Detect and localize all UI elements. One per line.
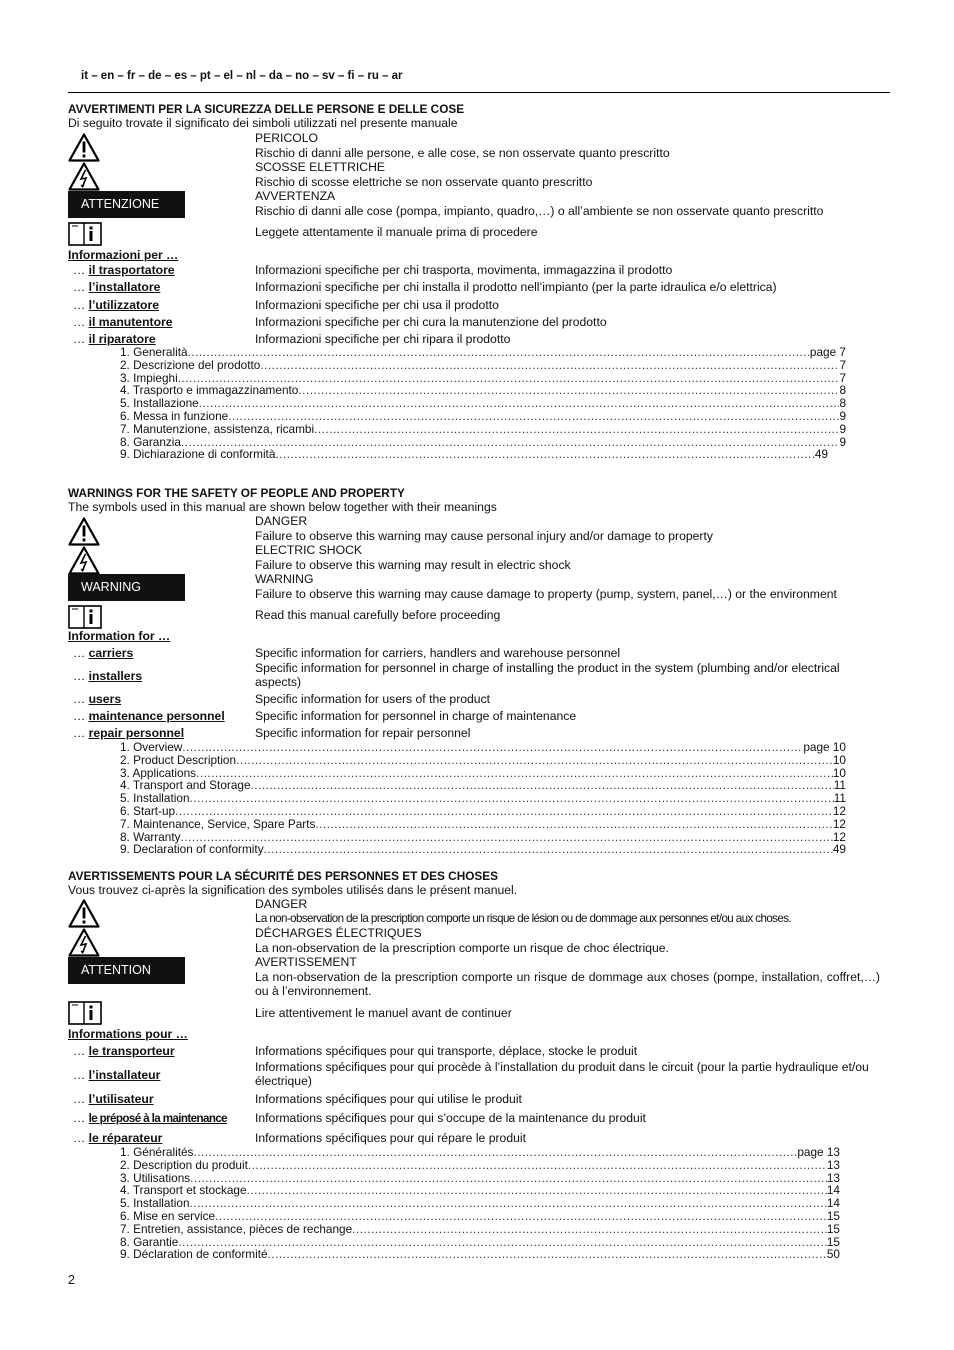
shock-text: La non-observation de la prescription comporte un risque de choc électrique.: [255, 940, 669, 955]
table-of-contents: [120, 741, 846, 856]
section-french: AVERTISSEMENTS POUR LA SÉCURITÉ DES PERSONNES ET DES CHOSES Vous trouvez ci-après la signification des symboles utilisés dans le présent manuel. ATTENTION DANGER La non-observation de la prescription comporte un risque de lésion ou de dommage aux personnes et/ou aux choses. DÉCHARGES ÉLECTRIQUES La non-observation de la prescription comporte un risque de choc électrique. AVERTISSEMENT La non-observation de la prescription comporte un risque de dommage aux choses (pompe, installation, coffret,…) ou à l’environnement. Lire attentivement le manuel avant de continuer Informations pour … … le transporteur Informations spécifiques pour qui transporte, déplace, stocke le produit … l’installateur Informations spécifiques pour qui procède à l’installation du produit dans le circuit (pour la partie hydraulique et/ou électrique) … l’utilisateur Informations spécifiques pour qui utilise le produit … le préposé à la maintenance Informations spécifiques pour qui s’occupe de la maintenance du produit … le réparateur Informations spécifiques pour qui répare le produit 1. Généralités ..... page 13 2. Description du produit ..... 13 3. Utilisations ..... 13 4. Transport et stockage ..... 14 5. Installation ..... 14 6. Mise en service ..... 15 7. Entretien, assistance, pièces de rechange ..... 15 8. Garantie ..... 15 9. Déclaration de conformité ..... 50: [68, 869, 890, 897]
toc-entry[interactable]: 3. Utilisations ..... 13: [120, 1172, 840, 1185]
read-manual-text: Read this manual carefully before proceeding: [255, 608, 501, 622]
section-italian: AVVERTIMENTI PER LA SICUREZZA DELLE PERSONE E DELLE COSE Di seguito trovate il significato dei simboli utilizzati nel presente manuale ATTENZIONE PERICOLO Rischio di danni alle persone, e alle cose, se non osservate quanto prescritto SCOSSE ELETTRICHE Rischio di scosse elettriche se non osservate quanto prescritto AVVERTENZA Rischio di danni alle cose (pompa, impianto, quadro,…) o all’ambiente se non osservate quanto prescritto Leggete attentamente il manuale prima di procedere Informazioni per … … il trasportatore Informazioni specifiche per chi trasporta, movimenta, immagazzina il prodotto … l’installatore Informazioni specifiche per chi installa il prodotto nell’impianto (per la parte idraulica e/o elettrica) … l’utilizzatore Informazioni specifiche per chi usa il prodotto … il manutentore Informazioni specifiche per chi cura la manutenzione del prodotto … il riparatore Informazioni specifiche per chi ripara il prodotto 1. Generalità ..... page 7 2. Descrizione del prodotto ..... 7 3. Impieghi ..... 7 4. Trasporto e immagazzinamento ..... 8 5. Installazione ..... 8 6. Messa in funzione ..... 9 7. Manutenzione, assistenza, ricambi ..... 9 8. Garanzia ..... 9 9. Dichiarazione di conformità ..... 49: [68, 102, 890, 130]
toc-entry[interactable]: 7. Entretien, assistance, pièces de rechange ..... 15: [120, 1223, 840, 1236]
section-title: AVVERTIMENTI PER LA SICUREZZA DELLE PERSONE E DELLE COSE: [68, 102, 465, 116]
shock-text: Failure to observe this warning may result in electric shock: [255, 557, 571, 572]
danger-warning-icon: [68, 517, 100, 550]
electric-shock-icon: [68, 162, 100, 195]
info-description: Specific information for users of the product: [255, 692, 491, 706]
info-description: Informazioni specifiche per chi installa il prodotto nell’impianto (per la parte idraulica e/o elettrica): [255, 280, 777, 294]
toc-entry[interactable]: 6. Mise en service ..... 15: [120, 1210, 840, 1223]
warning-title: WARNING: [255, 572, 314, 586]
toc-entry[interactable]: 1. Generalità ..... page 7: [120, 346, 846, 359]
info-description: Informations spécifiques pour qui répare le produit: [255, 1131, 526, 1145]
section-subtitle: Vous trouvez ci-après la signification des symboles utilisés dans le présent manuel.: [68, 883, 518, 897]
info-audience: le transporteur: [88, 1044, 175, 1058]
toc-entry[interactable]: 1. Généralités ..... page 13: [120, 1146, 840, 1159]
shock-text: Rischio di scosse elettriche se non osservate quanto prescritto: [255, 174, 593, 189]
info-audience: repair personnel: [88, 726, 185, 740]
section-english: WARNINGS FOR THE SAFETY OF PEOPLE AND PROPERTY The symbols used in this manual are shown below together with their meanings WARNING DANGER Failure to observe this warning may cause personal injury and/or damage to property ELECTRIC SHOCK Failure to observe this warning may result in electric shock WARNING Failure to observe this warning may cause damage to property (pump, system, panel,…) or the environment Read this manual carefully before proceeding Information for … … carriers Specific information for carriers, handlers and warehouse personnel … installers Specific information for personnel in charge of installing the product in the system (plumbing and/or electrical aspects) … users Specific information for users of the product … maintenance personnel Specific information for personnel in charge of maintenance … repair personnel Specific information for repair personnel 1. Overview ..... page 10 2. Product Description ..... 10 3. Applications ..... 10 4. Transport and Storage ..... 11 5. Installation ..... 11 6. Start-up ..... 12 7. Maintenance, Service, Spare Parts ..... 12 8. Warranty ..... 12 9. Declaration of conformity ..... 49: [68, 486, 890, 514]
toc-entry[interactable]: 7. Manutenzione, assistenza, ricambi ..... 9: [120, 423, 846, 436]
toc-entry[interactable]: 2. Description du produit ..... 13: [120, 1159, 840, 1172]
info-description: Informazioni specifiche per chi trasporta, movimenta, immagazzina il prodotto: [255, 263, 673, 277]
shock-title: ELECTRIC SHOCK: [255, 543, 362, 557]
danger-text: Rischio di danni alle persone, e alle cose, se non osservate quanto prescritto: [255, 145, 670, 160]
warning-label: WARNING: [68, 574, 185, 601]
toc-entry[interactable]: 7. Maintenance, Service, Spare Parts ..... 12: [120, 818, 846, 831]
info-description: Informazioni specifiche per chi usa il prodotto: [255, 298, 499, 312]
danger-title: PERICOLO: [255, 131, 318, 145]
info-title: Informazioni per …: [68, 248, 179, 262]
warning-text: Failure to observe this warning may cause damage to property (pump, system, panel,…) or the environment: [255, 586, 837, 601]
toc-entry[interactable]: 3. Impieghi ..... 7: [120, 372, 846, 385]
toc-entry[interactable]: 5. Installation ..... 14: [120, 1197, 840, 1210]
toc-entry[interactable]: 4. Transport and Storage ..... 11: [120, 779, 846, 792]
info-description: Specific information for repair personnel: [255, 726, 471, 740]
info-description: Specific information for personnel in charge of installing the product in the system (plumbing and/or electrical aspects): [255, 661, 840, 689]
language-list: it – en – fr – de – es – pt – el – nl – da – no – sv – fi – ru – ar: [81, 70, 403, 82]
table-of-contents: [120, 346, 846, 461]
section-subtitle: The symbols used in this manual are shown below together with their meanings: [68, 500, 497, 514]
read-manual-icon: [68, 222, 102, 250]
warning-title: AVVERTENZA: [255, 189, 336, 203]
info-audience: users: [88, 692, 122, 706]
info-audience: l’installatore: [88, 280, 161, 294]
info-audience: il riparatore: [88, 332, 156, 346]
toc-entry[interactable]: 6. Messa in funzione ..... 9: [120, 410, 846, 423]
toc-entry[interactable]: 8. Garanzia ..... 9: [120, 436, 846, 449]
shock-title: DÉCHARGES ÉLECTRIQUES: [255, 926, 422, 940]
danger-warning-icon: [68, 133, 100, 166]
info-audience: le préposé à la maintenance: [88, 1112, 228, 1125]
toc-entry[interactable]: 5. Installation ..... 11: [120, 792, 846, 805]
toc-entry[interactable]: 2. Descrizione del prodotto ..... 7: [120, 359, 846, 372]
read-manual-text: Lire attentivement le manuel avant de continuer: [255, 1006, 512, 1020]
info-audience: il trasportatore: [88, 263, 175, 277]
info-description: Informations spécifiques pour qui procède à l’installation du produit dans le circuit (pour la partie hydraulique et/ou électrique): [255, 1060, 869, 1088]
toc-entry[interactable]: 2. Product Description ..... 10: [120, 754, 846, 767]
danger-text: La non-observation de la prescription comporte un risque de lésion ou de dommage aux personnes et/ou aux choses.: [255, 911, 792, 925]
danger-warning-icon: [68, 899, 100, 932]
info-title: Information for …: [68, 629, 171, 643]
table-of-contents: [120, 1146, 840, 1261]
read-manual-icon: [68, 1001, 102, 1029]
toc-entry[interactable]: 8. Garantie ..... 15: [120, 1236, 840, 1249]
info-audience: maintenance personnel: [88, 709, 225, 723]
info-description: Specific information for carriers, handlers and warehouse personnel: [255, 646, 621, 660]
danger-title: DANGER: [255, 514, 308, 528]
info-audience: carriers: [88, 646, 134, 660]
toc-entry[interactable]: 4. Transport et stockage ..... 14: [120, 1184, 840, 1197]
toc-entry[interactable]: 9. Déclaration de conformité ..... 50: [120, 1248, 840, 1261]
info-audience: il manutentore: [88, 315, 173, 329]
info-description: Informations spécifiques pour qui utilise le produit: [255, 1092, 522, 1106]
header-rule: [68, 92, 890, 93]
info-description: Informazioni specifiche per chi cura la manutenzione del prodotto: [255, 315, 607, 329]
info-description: Specific information for personnel in charge of maintenance: [255, 709, 577, 723]
info-title: Informations pour …: [68, 1027, 188, 1041]
toc-entry[interactable]: 3. Applications ..... 10: [120, 767, 846, 780]
toc-entry[interactable]: 1. Overview ..... page 10: [120, 741, 846, 754]
section-title: AVERTISSEMENTS POUR LA SÉCURITÉ DES PERSONNES ET DES CHOSES: [68, 869, 498, 883]
warning-text: Rischio di danni alle cose (pompa, impianto, quadro,…) o all’ambiente se non osservate quanto prescritto: [255, 203, 824, 218]
toc-entry[interactable]: 9. Declaration of conformity ..... 49: [120, 843, 846, 856]
info-audience: installers: [88, 669, 143, 683]
toc-entry[interactable]: 8. Warranty ..... 12: [120, 831, 846, 844]
read-manual-text: Leggete attentamente il manuale prima di procedere: [255, 225, 538, 239]
info-description: Informazioni specifiche per chi ripara il prodotto: [255, 332, 511, 346]
info-description: Informations spécifiques pour qui transporte, déplace, stocke le produit: [255, 1044, 638, 1058]
warning-text: La non-observation de la prescription comporte un risque de dommage aux choses (pompe, installation, coffret,…) ou à l’environnement.: [255, 969, 880, 998]
info-audience: l’utilizzatore: [88, 298, 160, 312]
info-audience: l’installateur: [88, 1068, 161, 1082]
section-subtitle: Di seguito trovate il significato dei simboli utilizzati nel presente manuale: [68, 116, 458, 130]
shock-title: SCOSSE ELETTRICHE: [255, 160, 386, 174]
toc-entry[interactable]: 5. Installazione ..... 8: [120, 397, 846, 410]
page-number: 2: [68, 1273, 75, 1287]
danger-text: Failure to observe this warning may cause personal injury and/or damage to property: [255, 528, 713, 543]
danger-title: DANGER: [255, 897, 308, 911]
attention-label: ATTENZIONE: [68, 191, 185, 218]
attention-label: ATTENTION: [68, 957, 185, 984]
warning-title: AVERTISSEMENT: [255, 955, 357, 969]
info-audience: le réparateur: [88, 1131, 163, 1145]
section-title: WARNINGS FOR THE SAFETY OF PEOPLE AND PROPERTY: [68, 486, 405, 500]
electric-shock-icon: [68, 928, 100, 961]
info-description: Informations spécifiques pour qui s’occupe de la maintenance du produit: [255, 1111, 646, 1125]
toc-entry[interactable]: 6. Start-up ..... 12: [120, 805, 846, 818]
info-audience: l’utilisateur: [88, 1092, 154, 1106]
toc-entry[interactable]: 4. Trasporto e immagazzinamento ..... 8: [120, 384, 846, 397]
toc-entry[interactable]: 9. Dichiarazione di conformità ..... 49: [120, 448, 828, 461]
